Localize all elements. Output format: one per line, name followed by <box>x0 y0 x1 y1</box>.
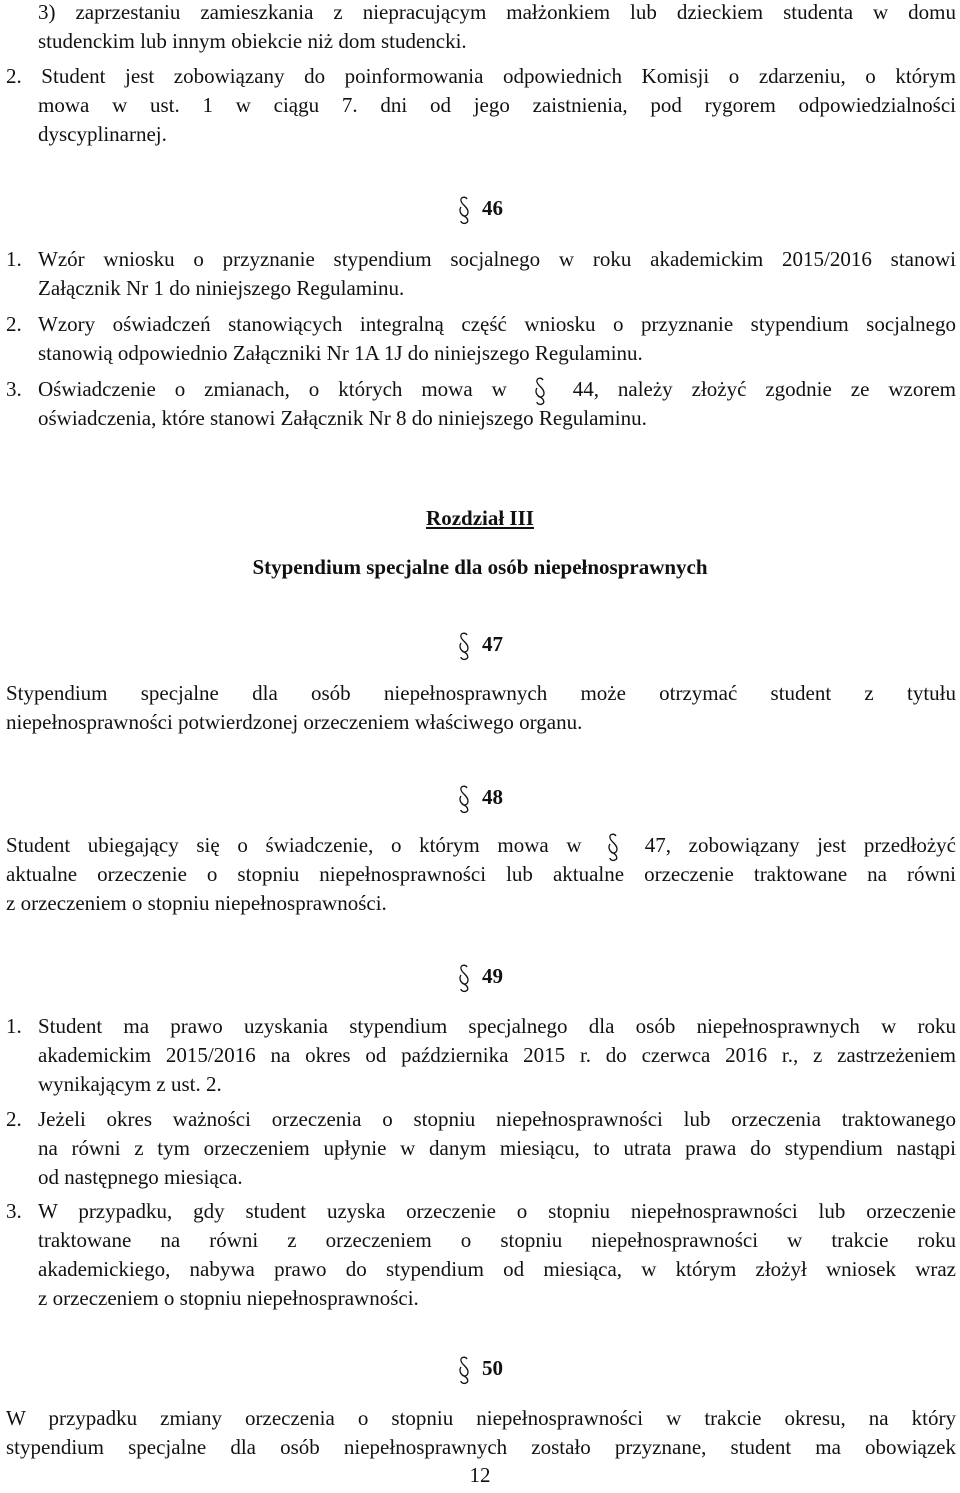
s49-p2-line-3: od następnego miesiąca. <box>38 1165 243 1189</box>
section-sign-icon <box>607 832 619 862</box>
section-sign-icon <box>458 195 470 225</box>
item-number: 1. <box>6 247 22 271</box>
s46-p3-line-1 <box>6 375 957 406</box>
s48-line-1 <box>6 831 956 862</box>
item-number: 1. <box>6 1014 22 1038</box>
s49-p3-line-2: traktowane na równi z orzeczeniem o stopniu niepełnosprawności w trakcie roku <box>38 1228 956 1252</box>
s49-p3-line-4: z orzeczeniem o stopniu niepełnosprawności. <box>38 1286 419 1310</box>
s46-p1-line-1 <box>6 245 956 274</box>
item-number: 3. <box>6 1199 22 1223</box>
s49-p2-line-2: na równi z tym orzeczeniem upłynie w danym miesiącu, to utrata prawa do stypendium nastąpi <box>38 1136 956 1160</box>
s47-line-1: Stypendium specjalne dla osób niepełnosprawnych może otrzymać student z tytułu <box>6 681 956 705</box>
s46-p2-line-2: stanowią odpowiednio Załączniki Nr 1A 1J do niniejszego Regulaminu. <box>38 341 643 365</box>
section-sign-icon <box>458 1355 470 1385</box>
s48-line-3: z orzeczeniem o stopniu niepełnosprawności. <box>6 891 387 915</box>
section-number: 49 <box>482 964 503 988</box>
s49-p2-line-1 <box>6 1105 956 1134</box>
item-number: 2. <box>6 1107 22 1131</box>
section-sign-icon <box>534 376 546 406</box>
section-50-heading <box>458 1354 503 1385</box>
item-text: Wzór wniosku o przyznanie stypendium socjalnego w roku akademickim 2015/2016 stanowi <box>38 247 956 271</box>
s46-p2-line-1 <box>6 310 956 339</box>
paragraph-text: 47, zobowiązany jest przedłożyć <box>644 833 956 857</box>
section-number: 50 <box>482 1356 503 1380</box>
fragment-line-4: mowa w ust. 1 w ciągu 7. dni od jego zaistnienia, pod rygorem odpowiedzialności <box>38 93 956 117</box>
section-46-heading <box>458 194 503 225</box>
section-sign-icon <box>458 631 470 661</box>
section-number: 46 <box>482 196 503 220</box>
s50-line-1: W przypadku zmiany orzeczenia o stopniu niepełnosprawności w trakcie okresu, na który <box>6 1406 956 1430</box>
section-sign-icon <box>458 963 470 993</box>
section-sign-icon <box>458 784 470 814</box>
section-47-heading <box>458 630 503 661</box>
item-text: Wzory oświadczeń stanowiących integralną część wniosku o przyznanie stypendium socjalnego <box>38 312 956 336</box>
chapter-title: Stypendium specjalne dla osób niepełnosprawnych <box>252 555 708 579</box>
section-number: 48 <box>482 785 503 809</box>
s49-p1-line-1 <box>6 1012 956 1041</box>
section-number: 47 <box>482 632 503 656</box>
item-number: 3. <box>6 377 22 401</box>
s47-line-2: niepełnosprawności potwierdzonej orzeczeniem właściwego organu. <box>6 710 583 734</box>
item-text: W przypadku, gdy student uzyska orzeczenie o stopniu niepełnosprawności lub orzeczenie <box>38 1199 956 1223</box>
s49-p3-line-3: akademickiego, nabywa prawo do stypendium od miesiąca, w którym złożył wniosek wraz <box>38 1257 956 1281</box>
fragment-line-1 <box>38 0 956 27</box>
item-text: Oświadczenie o zmianach, o których mowa w <box>38 377 507 401</box>
fragment-line-5: dyscyplinarnej. <box>38 122 167 146</box>
s46-p3-line-2: oświadczenia, które stanowi Załącznik Nr 8 do niniejszego Regulaminu. <box>38 406 647 430</box>
s49-p1-line-2: akademickim 2015/2016 na okres od października 2015 r. do czerwca 2016 r., z zastrzeżeniem <box>38 1043 956 1067</box>
item-text: Student ma prawo uzyskania stypendium specjalnego dla osób niepełnosprawnych w roku <box>38 1014 956 1038</box>
item-text: 44, należy złożyć zgodnie ze wzorem <box>572 377 957 401</box>
fragment-text: 3) zaprzestaniu zamieszkania z niepracującym małżonkiem lub dzieckiem studenta w domu <box>38 0 956 24</box>
s48-line-2: aktualne orzeczenie o stopniu niepełnosprawności lub aktualne orzeczenie traktowane na równi <box>6 862 956 886</box>
paragraph-text: Student ubiegający się o świadczenie, o którym mowa w <box>6 833 582 857</box>
fragment-line-3: 2. Student jest zobowiązany do poinformowania odpowiednich Komisji o zdarzeniu, o którym <box>6 64 956 88</box>
fragment-line-2: studenckim lub innym obiekcie niż dom studencki. <box>38 29 467 53</box>
s46-p1-line-2: Załącznik Nr 1 do niniejszego Regulaminu. <box>38 276 405 300</box>
item-number: 2. <box>6 312 22 336</box>
item-text: Jeżeli okres ważności orzeczenia o stopniu niepełnosprawności lub orzeczenia traktowanego <box>38 1107 956 1131</box>
s50-line-2: stypendium specjalne dla osób niepełnosprawnych zostało przyznane, student ma obowiązek <box>6 1435 956 1459</box>
s49-p3-line-1 <box>6 1197 956 1226</box>
section-48-heading <box>458 783 503 814</box>
page-number: 12 <box>469 1463 491 1487</box>
s49-p1-line-3: wynikającym z ust. 2. <box>38 1072 222 1096</box>
section-49-heading <box>458 962 503 993</box>
chapter-heading: Rozdział III <box>426 506 534 530</box>
